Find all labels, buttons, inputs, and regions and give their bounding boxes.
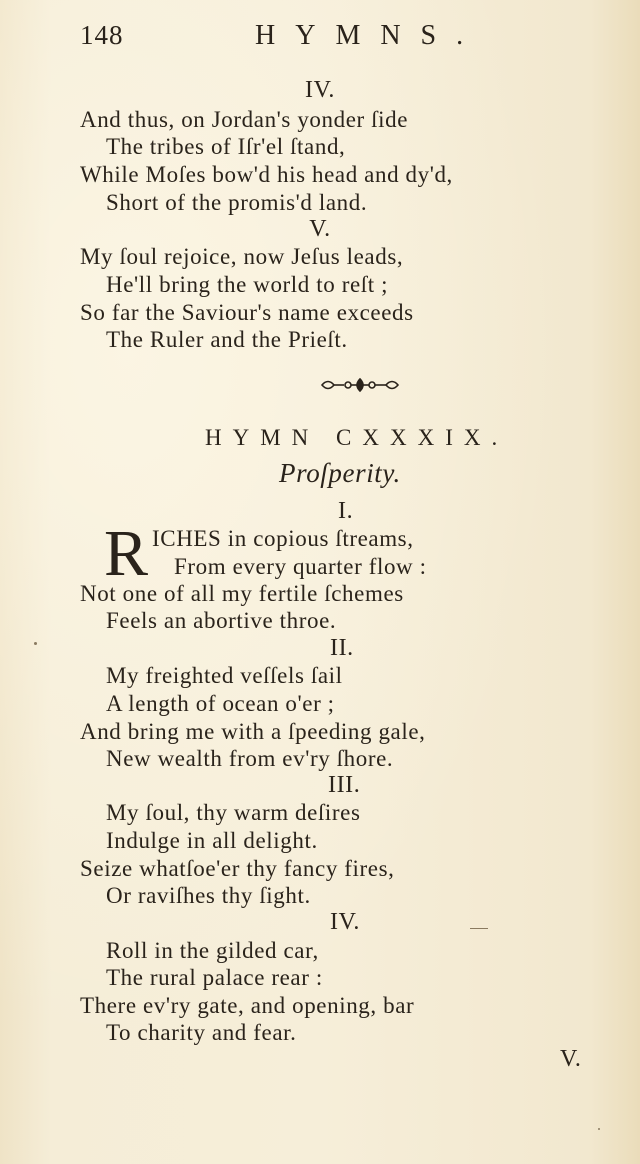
stanza-numeral: III. [328,772,361,798]
verse-line: There ev'ry gate, and opening, bar [80,993,415,1018]
verse-line: From every quarter flow : [174,554,427,579]
verse-line: New wealth from ev'ry ſhore. [106,746,394,771]
verse-line: My ſoul, thy warm deſires [106,800,361,825]
ornament-divider [320,376,400,394]
hymn-title: HYMN CXXXIX. [205,425,509,450]
verse-line: Short of the promis'd land. [106,190,368,215]
stanza-numeral: IV. [304,77,336,103]
verse-line: My freighted veſſels ſail [106,663,343,688]
verse-line: Or raviſhes thy ſight. [106,883,311,908]
verse-line: The rural palace rear : [106,965,323,990]
verse-line: Feels an abortive throe. [106,608,337,633]
verse-line: Not one of all my fertile ſchemes [80,581,404,606]
running-title: HYMNS. [255,20,484,51]
verse-line: And thus, on Jordan's yonder ſide [80,107,409,132]
catchword: V. [560,1046,582,1072]
verse-line: My ſoul rejoice, now Jeſus leads, [80,244,404,269]
page-number: 148 [80,20,124,50]
stanza-numeral: V. [309,216,331,242]
verse-line: While Moſes bow'd his head and dy'd, [80,162,453,187]
verse-line: And bring me with a ſpeeding gale, [80,719,426,744]
verse-line: Indulge in all delight. [106,828,318,853]
verse-line: Roll in the gilded car, [106,938,319,963]
stanza-numeral: II. [330,635,354,661]
paper-mark [470,928,488,929]
paper-speck [34,642,37,645]
verse-line: The Ruler and the Prieſt. [106,327,348,352]
verse-line: To charity and fear. [106,1020,297,1045]
drop-cap: R [104,517,149,590]
verse-line: ICHES in copious ſtreams, [152,526,414,551]
verse-line: So far the Saviour's name exceeds [80,300,414,325]
verse-line: He'll bring the world to reſt ; [106,272,389,297]
stanza-numeral: I. [338,498,354,524]
verse-line: Seize whatſoe'er thy fancy fires, [80,856,395,881]
stanza-numeral: IV. [330,909,361,935]
verse-line: A length of ocean o'er ; [106,691,335,716]
paper-speck [598,1128,600,1130]
verse-line: The tribes of Iſr'el ſtand, [106,134,346,159]
hymn-subtitle: Proſperity. [279,458,401,488]
